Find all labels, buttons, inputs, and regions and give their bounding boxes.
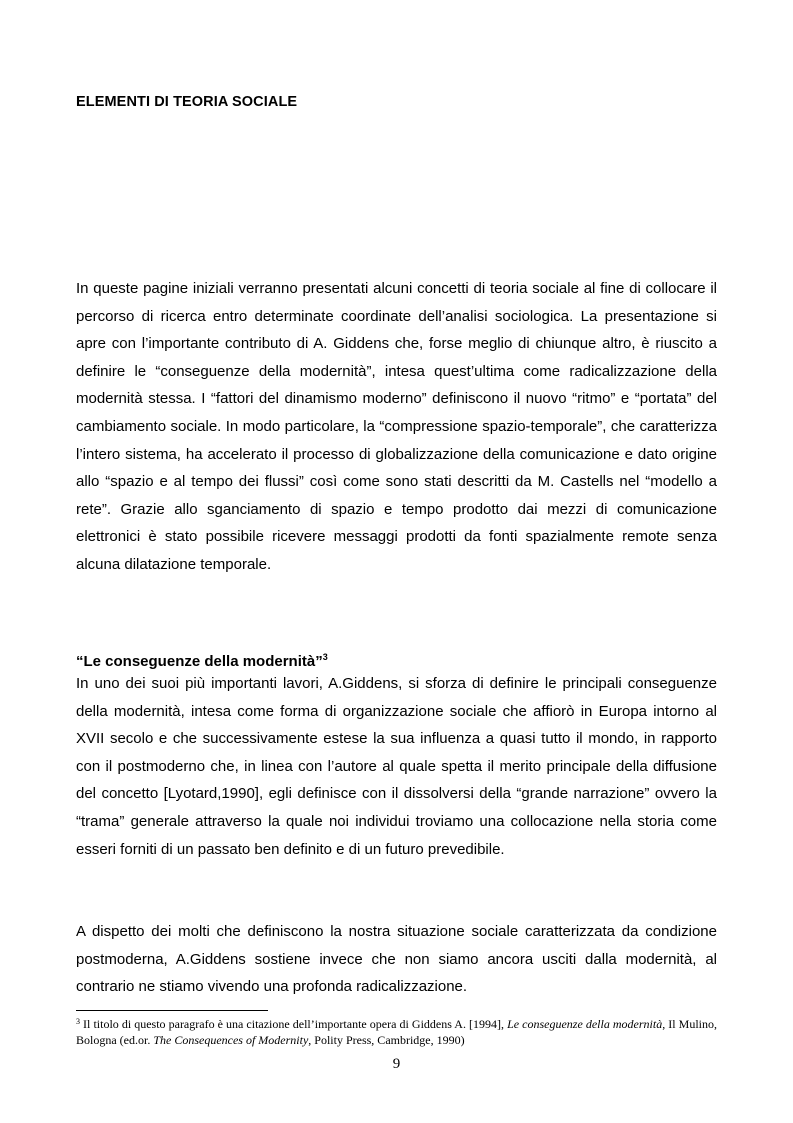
footnote-separator <box>76 1010 268 1011</box>
footnote-text: , Polity Press, Cambridge, 1990) <box>308 1032 465 1047</box>
page-number: 9 <box>392 1056 401 1072</box>
footnote-book-title: Le conseguenze della modernità <box>507 1017 663 1031</box>
footnote-reference: 3 <box>322 652 328 662</box>
footnote-marker: 3 <box>76 1017 80 1026</box>
footnote-text: Il titolo di questo paragrafo è una citazione dell’importante opera di Giddens A. [1994], <box>80 1017 508 1031</box>
footnote-text: , Il Mulino, Bologna (ed.or. <box>76 1017 717 1047</box>
body-paragraph: In uno dei suoi più importanti lavori, A.Giddens, si sforza di definire le principali conseguenze della modernità, intesa come forma di organizzazione sociale che affiorò in Europa intorno al XVII secolo e che successivamente estese la sua influenza a quasi tutto il mondo, in rapporto con il postmoderno che, in linea con l’autore al quale spetta il merito principale della diffusione del concetto [Lyotard,1990], egli definisce con il dissolversi della “grande narrazione” ovvero la “trama” generale attraverso la quale noi individui troviamo una collocazione nella storia come esseri forniti di un passato ben definito e di un futuro prevedibile. <box>76 675 717 858</box>
body-paragraph: A dispetto dei molti che definiscono la nostra situazione sociale caratterizzata da condizione postmoderna, A.Giddens sostiene invece che non siamo ancora usciti dalla modernità, al contrario ne stiamo vivendo una profonda radicalizzazione. <box>76 923 717 996</box>
intro-paragraph: In queste pagine iniziali verranno presentati alcuni concetti di teoria sociale al fine di collocare il percorso di ricerca entro determinate coordinate dell’analisi sociologica. La presentazione si apre con l’importante contributo di A. Giddens che, forse meglio di chiunque altro, è riuscito a definire le “conseguenze della modernità”, intesa quest’ultima come radicalizzazione della modernità stessa. I “fattori del dinamismo moderno” definiscono il nuovo “ritmo” e “portata” del cambiamento sociale. In modo particolare, la “compressione spazio-temporale”, che caratterizza l’intero sistema, ha accelerato il processo di globalizzazione della comunicazione e dato origine allo “spazio e al tempo dei flussi” così come sono stati descritti da M. Castells nel “modello a rete”. Grazie allo sganciamento di spazio e tempo prodotto dai mezzi di comunicazione elettronici è stato possibile ricevere messaggi prodotti da fonti spazialmente remote senza alcuna dilatazione temporale. <box>76 280 717 573</box>
chapter-heading: ELEMENTI DI TEORIA SOCIALE <box>76 94 298 110</box>
footnote <box>76 1014 717 1048</box>
section-title-text: “Le conseguenze della modernità” <box>76 653 323 670</box>
footnote-original-title: The Consequences of Modernity <box>153 1032 309 1047</box>
